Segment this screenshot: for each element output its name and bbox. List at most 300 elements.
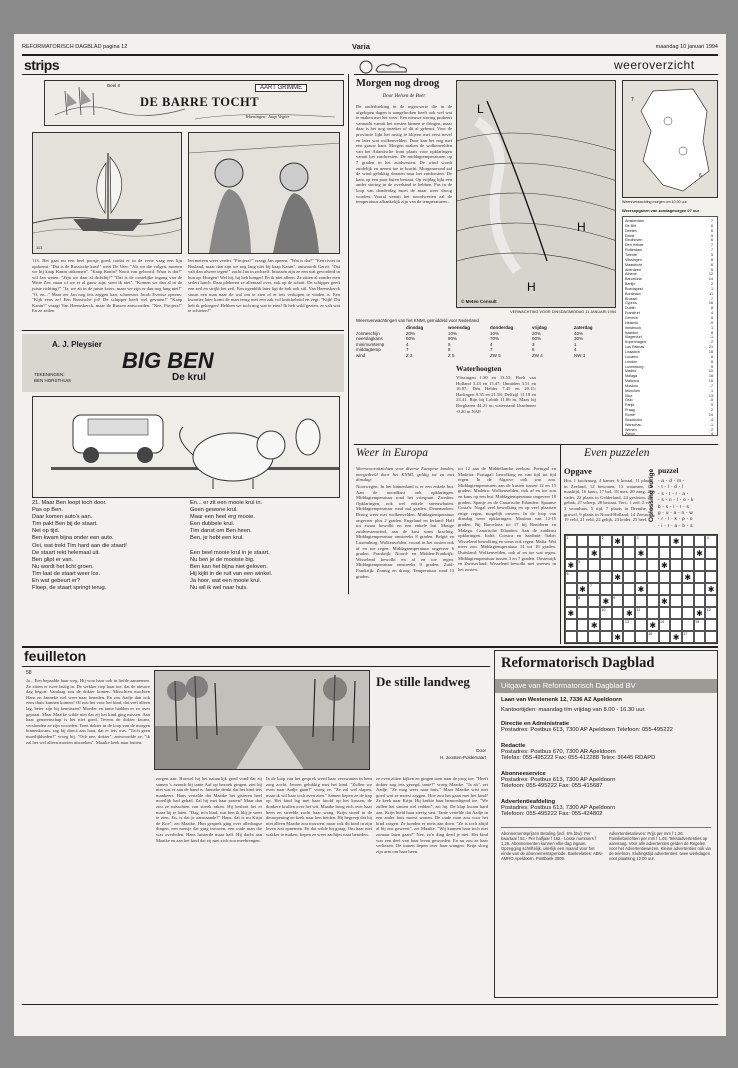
crossword-number: 15	[695, 620, 700, 624]
crossword-cell[interactable]	[565, 619, 577, 631]
crossword-cell[interactable]	[600, 571, 612, 583]
crossword-cell[interactable]	[705, 559, 717, 571]
city-temp: 2	[710, 340, 713, 345]
verse-line: Ben kwam bijna onder een auto.	[32, 535, 114, 542]
svg-text:L: L	[477, 102, 484, 116]
crossword-black-cell: ✱	[670, 535, 682, 547]
city-temp: 5	[710, 267, 713, 272]
city-name: Eelde	[625, 233, 635, 238]
colophon-block-line: Telefoon: 055-495222 Fax: 055-424802	[501, 811, 603, 817]
city-temp: 21	[708, 345, 713, 350]
puzzle-rule	[560, 444, 561, 644]
city-temp: 6	[710, 262, 713, 267]
svg-text:7: 7	[631, 97, 634, 103]
knmi-cell: NW 3	[574, 352, 586, 358]
barre-panel-ship	[32, 132, 182, 254]
city-name: Amsterdam	[625, 219, 644, 223]
crossword-cell[interactable]	[682, 535, 694, 547]
city-name: Frankfurt	[625, 311, 640, 316]
big-ben-verse-left	[32, 500, 182, 592]
verse-line: Nu ben je de mooiste big.	[190, 556, 255, 563]
opgave-title: Opgave	[564, 466, 592, 476]
crossword-cell[interactable]	[612, 547, 624, 559]
big-ben-title: BIG BEN	[122, 348, 214, 373]
crossword-cell[interactable]	[635, 571, 647, 583]
svg-text:H: H	[577, 220, 586, 234]
city-name: Vlissingen	[625, 257, 642, 262]
big-ben-subtitle: De krul	[172, 372, 206, 383]
city-temp: 7	[710, 243, 713, 248]
crossword-cell[interactable]	[612, 595, 624, 607]
city-name: Parijs	[625, 403, 635, 408]
crossword-cell[interactable]	[682, 583, 694, 595]
europe-title: Weer in Europa	[356, 447, 428, 459]
panel-number: 113	[36, 245, 43, 250]
knmi-day: donderdag	[490, 325, 514, 330]
crossword-number: 13	[624, 620, 629, 624]
colophon-hours: Kantoortijden: maandag t/m vrijdag van 8.00 - 16.30 uur.	[501, 707, 646, 713]
city-temp: 7	[710, 219, 713, 223]
crossword-cell[interactable]	[600, 619, 612, 631]
crossword-cell[interactable]	[705, 547, 717, 559]
crossword-cell[interactable]	[682, 595, 694, 607]
city-name: Locarno	[625, 354, 639, 359]
crossword-cell[interactable]	[565, 583, 577, 595]
colophon-block	[501, 771, 713, 789]
knmi-cell: 4	[406, 341, 409, 347]
colophon-block-line: Postadres: Postbus 613, 7300 AP Apeldoorn Telefoon: 055-495222	[501, 727, 673, 733]
crossword-number: 14	[660, 620, 665, 624]
city-temp: 4	[710, 311, 713, 316]
crossword-cell[interactable]	[577, 559, 589, 571]
header-rule	[22, 54, 718, 56]
crossword-cell[interactable]	[612, 619, 624, 631]
colophon-address: Laan van Westenenk 12, 7336 AZ Apeldoorn	[501, 697, 622, 703]
verse-line: Net op tijd.	[32, 528, 60, 535]
crossword-cell[interactable]	[588, 583, 600, 595]
city-temp: 5	[710, 316, 713, 320]
city-temp: 6	[710, 223, 713, 228]
crossword-cell[interactable]	[647, 571, 659, 583]
feuilleton-col4: ze even zitten kijken en gingen toen naar de prog toe. "Heeft dokter nog iets gezegd, tante?" vroeg Maaike. "Ja ah", zei Aadje. "Ze mag weer naar huis." Maar Maaike wist niet goed wat ze moest zeggen. Hoe zou het gaan met het kind? Ze keek naar Krijn. Hij knikte haar bemoedigend toe. "We zullen het samen wel redden", zei hij. De klap kwam hard aan. Krijn hield haar stevig vast. Tante vertelde dat Aadje in een ander huis moest wonen. De oude man zou voor het kind zorgen. Ze konden er niets aan doen. "Ze is toch altijd al bij ons geweest", zei Maaike. "Wij kunnen haar toch niet zomaar laten gaan?" Nee, zo'n ding deed je niet. Het kind was een deel van haar leven geworden. En nu zou ze haar verliezen. De tranen liepen over haar wangen. Krijn sloeg zijn arm om haar heen.	[376, 776, 488, 854]
crossword-cell[interactable]	[647, 559, 659, 571]
crossword-cell[interactable]	[623, 535, 635, 547]
city-temp: 8	[710, 330, 713, 335]
illustrator-label: Door	[476, 748, 486, 753]
crossword-cell[interactable]	[682, 547, 694, 559]
crossword-cell[interactable]	[635, 595, 647, 607]
knmi-cell: 80%	[448, 336, 458, 342]
bottom-rule	[22, 1004, 718, 1005]
crossword-cell[interactable]	[588, 559, 600, 571]
knmi-day: zaterdag	[574, 325, 593, 330]
barre-deel: Deel II	[107, 83, 121, 88]
crossword-cell[interactable]	[577, 571, 589, 583]
verse-line: Een beel mooie krul in je staart.	[190, 549, 270, 556]
city-row	[625, 432, 715, 437]
city-name: Wenen	[625, 427, 637, 432]
crossword-cell[interactable]	[588, 571, 600, 583]
crossword-cell[interactable]	[577, 619, 589, 631]
weather-column-title: Morgen nog droog	[356, 78, 440, 89]
feuilleton-col3: In de loop van het gesprek werd haar verzwonen in hem zorg zocht. Jeroen gelukkig met het kind. "Zullen we even naar Aadje gaan?" vroeg ze. "Ze zal wel slapen, maar ik wil haar toch even zien." Samen liepen ze de trap op. Het kind lag met haar hoofd op het kussen, de donkere krullen over het wit. Maaike boog zich over haar heen en streelde zacht haar wang. Krijn stond in de deuropening en keek naar hen beiden. Hij begreep dat hij niet alleen Maaike zou trouwen, maar ook dit kind in zijn leven zou opnemen. En dat wilde hij graag. Om haar niet wakker te maken, liepen ze weer zachtjes naar beneden.	[266, 776, 372, 837]
crossword-cell[interactable]	[600, 631, 612, 643]
crossword-cell[interactable]	[705, 535, 717, 547]
weather-byline: Door Helsen de Boer	[382, 94, 426, 99]
solution-row: b - s - l - r - s	[658, 503, 690, 509]
crossword-number: 8	[578, 596, 581, 600]
knmi-cell: 40%	[574, 330, 584, 336]
crossword-cell[interactable]	[600, 547, 612, 559]
city-temp: 8	[710, 359, 713, 364]
knmi-day: woensdag	[448, 325, 471, 330]
crossword-black-cell: ✱	[694, 607, 706, 619]
city-name: Deelen	[625, 228, 637, 233]
big-ben-banner	[22, 334, 344, 392]
colophon-block-title: Redactie	[501, 743, 526, 749]
knmi-table	[356, 325, 616, 359]
crossword-cell[interactable]	[600, 535, 612, 547]
city-name: Oslo	[625, 398, 633, 403]
crossword-cell[interactable]	[577, 535, 589, 547]
colophon-block-title: Directie en Administratie	[501, 721, 570, 727]
knmi-cell: 6	[532, 347, 535, 353]
waterhoogten-title: Waterhoogten	[456, 364, 502, 373]
crossword-cell[interactable]	[600, 607, 612, 619]
city-name: Twente	[625, 252, 637, 257]
city-name: Maastricht	[625, 262, 643, 267]
feuilleton-sub-rule	[22, 666, 490, 667]
weather-body: De onderbreking in de regen-serie die in de afgelopen dagen is aangebroken heeft ook wel wat te maken met het weer. Een nieuwe storing probeert vannacht vanuit het westen binnen te dringen, maar daar is het nog onzeker of dit al gebeurt. Voor de provincie lijkt het rustig te blijven met eerst nevel en later wat wolkenvelden. Daar kan het nog met een grauw kant. Morgen maken de wolkenvelden van het Atlantische front plaats voor opklaringen vanuit het zuidwesten. De middagtemperaturen op 7 graden in het zuidwesten. De wind wordt zuidelijk en neemt toe in kracht. Morgenavond zal de wind gelukkig draaien naar het zuidoosten. De kans op een paar buien bestaat. Op vrijdag lijkt een ander storing in de overhand te hebben. Pas in de loop van donderdag moet de maar weer droog worden. Vooral vanuit het noordwesten zal de temperatuur afhankelijk zijn van de temperaturen...	[356, 104, 452, 205]
crossword-black-cell: ✱	[647, 619, 659, 631]
crossword-cell[interactable]	[588, 595, 600, 607]
city-name: Aberdeen	[625, 267, 641, 272]
verse-line: En wat gebeurt er?	[32, 578, 81, 585]
netherlands-map-icon	[623, 81, 718, 198]
knmi-cell: ZW 5	[490, 352, 501, 358]
knmi-day: dinsdag	[406, 325, 424, 330]
colophon-block-line: Telefax: 055-495222 Fax: 055-412288 Telex: 36445 RDAPD	[501, 755, 656, 761]
knmi-cell: 7	[406, 347, 409, 353]
crossword-cell[interactable]	[612, 607, 624, 619]
crossword-black-cell: ✱	[635, 547, 647, 559]
crossword-cell[interactable]	[623, 547, 635, 559]
knmi-cell: 20%	[406, 330, 416, 336]
crossword-cell[interactable]	[694, 595, 706, 607]
sailors-icon	[189, 133, 340, 254]
europe-intro: Weersvooruitzichten voor diverse Europese landen, meegedeeld door het KNMI, geldig tot en met dinsdag:	[356, 466, 454, 483]
knmi-row-label: minimumtemp	[356, 341, 385, 347]
city-name: Las Palmas	[625, 345, 645, 350]
europe-rule	[354, 444, 718, 445]
header-right: maandag 10 januari 1994	[655, 44, 718, 50]
story-title: De stille landweg	[376, 674, 470, 689]
city-name: Moskou	[625, 383, 638, 388]
crossword-number: 6	[566, 572, 569, 576]
city-temp: 15	[708, 349, 713, 354]
crossword-cell[interactable]	[623, 631, 635, 643]
barre-title: DE BARRE TOCHT	[140, 95, 260, 109]
crossword-cell[interactable]	[565, 547, 577, 559]
feuilleton-number: 58	[26, 670, 32, 676]
solution-row: - t - l - d - l	[658, 484, 684, 490]
knmi-day: vrijdag	[532, 325, 547, 330]
crossword-cell[interactable]	[682, 607, 694, 619]
crossword-cell[interactable]	[682, 631, 694, 643]
crossword-cell[interactable]	[659, 619, 671, 631]
city-name: Dublin	[625, 306, 636, 311]
verse-line: Een dubbele krul.	[190, 521, 235, 528]
city-name: Eindhoven	[625, 238, 643, 243]
knmi-cell: 1	[574, 341, 577, 347]
crossword-black-cell: ✱	[588, 547, 600, 559]
crossword-black-cell: ✱	[612, 571, 624, 583]
verse-line: 21. Maar Ben loopt toch door.	[32, 500, 107, 506]
crossword-cell[interactable]	[635, 631, 647, 643]
knmi-row-label: wind	[356, 352, 366, 358]
crossword-cell[interactable]	[705, 607, 717, 619]
barre-signature: Tekeningen: Jaap Vegter	[245, 114, 290, 119]
crossword-cell[interactable]	[682, 559, 694, 571]
landweg-photo-icon	[155, 671, 370, 770]
verse-line: Ben glipt er van.	[32, 556, 74, 563]
europe-col2: tot 12 aan de Middellandse zeekust. Portugal en Madeira: Portugal: bewolking en van tijd tot tijd regen. In de Algarve ook wat zon. Middagtemperaturen aan de kusten tussen 12 en 15 graden. Madeira: Wolkenvelden, ook af en toe zon en kans op een bui. Middagtemperatuur ongeveer 18 graden. Spanje en de Canarische Eilanden: Spaanse Costa's: Nogal veel bewolking en op veel plaatsen enige regen, mogelijk onweer. In de loop van dinsdag weer opklaringen. Maxima van 12-15 graden. Bij Barcelona tot 17 bij Benidorm en Malaga. Canarische Eilanden: Aan de zuidkust opklaringen. Italië, Corsica en Sardinië: Italië: Wisselend bewolking en soms ook regen. Malta: Wat meer zon. Middagtemperatuur 14 tot 16 graden. Duitsland: Wolkenvelden, ook af en toe wat regen. Middagtemperatuur tussen 3 en 7 graden. Oostenrijk en Zwitserland: Wisselend bewolkt met sneeuw in het oosten.	[458, 466, 556, 572]
city-name: Boedapest	[625, 286, 643, 291]
knmi-cell: 4	[574, 347, 577, 353]
waterhoogten-body: Vlissingen 1.30 en 13.53; Hoek van Holland 3.23 en 15.47; IJmuiden 3.51 en 16.07; Den Helder 7.45 en 20.15; Harlingen 9.35 en 21.58; Delfzijl 11.18 en 23.41. Rijn bij Lobith 11.86 m, Maas bij Borgharen 44.21 m; waterstand IJsselmeer -0.20 m NAP.	[456, 375, 536, 414]
map-caption-right: VERWACHTING VOOR DINSDAGMIDDAG 11 JANUARI 1994	[510, 310, 616, 314]
crossword-cell[interactable]	[635, 559, 647, 571]
crossword-cell[interactable]	[694, 559, 706, 571]
big-ben-credits-name: BEN HORSTHUIS	[34, 378, 72, 383]
crossword-number: 1	[566, 536, 569, 540]
crossword-black-cell: ✱	[623, 607, 635, 619]
crossword-number: 4	[706, 536, 709, 540]
crossword-cell[interactable]	[705, 571, 717, 583]
solution-row: - a - d - m -	[658, 478, 685, 483]
crossword-cell[interactable]	[635, 619, 647, 631]
crossword-cell[interactable]	[659, 571, 671, 583]
city-temp: 9	[710, 403, 713, 408]
city-name: De Bilt	[625, 223, 636, 228]
crossword-black-cell: ✱	[682, 571, 694, 583]
city-name: Praag	[625, 408, 635, 413]
knmi-row	[356, 353, 616, 359]
crossword-cell[interactable]	[670, 571, 682, 583]
crossword-cell[interactable]	[670, 595, 682, 607]
crossword-cell[interactable]	[670, 559, 682, 571]
crossword-cell[interactable]	[659, 583, 671, 595]
knmi-cell: ZW 4	[532, 352, 543, 358]
weather-section-title: weeroverzicht	[614, 58, 695, 72]
crossword-cell[interactable]	[659, 631, 671, 643]
header-center: Varia	[352, 42, 370, 51]
crossword-black-cell: ✱	[588, 619, 600, 631]
knmi-cell: 4	[490, 341, 493, 347]
crossword-cell[interactable]	[577, 547, 589, 559]
crossword-cell[interactable]	[694, 571, 706, 583]
svg-text:H: H	[527, 280, 536, 294]
verse-line: Hij kijkt in de ruit van een winkel.	[190, 570, 273, 577]
crossword-cell[interactable]	[647, 631, 659, 643]
city-name: Barcelona	[625, 277, 642, 282]
crossword-cell[interactable]	[623, 595, 635, 607]
page-header	[22, 42, 718, 52]
crossword-cell[interactable]	[600, 559, 612, 571]
city-name: Klagenfurt	[625, 335, 642, 340]
city-temp: 5	[710, 252, 713, 257]
city-name: Mallorca	[625, 379, 639, 384]
crossword-cell[interactable]	[647, 583, 659, 595]
oplossing-label: Oplossing vorige	[648, 468, 655, 522]
crossword-number: 2	[601, 536, 604, 540]
crossword-cell[interactable]	[588, 631, 600, 643]
solution-row: g - u - a - n - w	[658, 510, 693, 516]
city-temp: 8	[710, 257, 713, 262]
crossword-cell[interactable]	[623, 583, 635, 595]
crossword-cell[interactable]	[623, 619, 635, 631]
crossword-cell[interactable]	[705, 631, 717, 643]
city-temp: 7	[710, 296, 713, 301]
knmi-cell: Z 5	[448, 352, 455, 358]
city-temp: 5	[710, 233, 713, 238]
crossword-cell[interactable]	[565, 535, 577, 547]
city-temp: 1	[710, 286, 713, 291]
city-temp: 10	[708, 369, 713, 374]
crossword-cell[interactable]	[670, 607, 682, 619]
map-caption-left: © Meteo Consult	[461, 299, 497, 304]
crossword-cell[interactable]	[600, 583, 612, 595]
right-map-caption: Weersverwachting morgen om 10.00 uur	[622, 200, 687, 204]
knmi-cell: 10%	[448, 330, 458, 336]
city-temp: -4	[709, 417, 713, 422]
city-name: Stockholm	[625, 417, 643, 422]
crossword-cell[interactable]	[612, 559, 624, 571]
strips-rule	[22, 74, 344, 75]
feuilleton-photo	[154, 670, 370, 770]
crossword-cell[interactable]	[694, 535, 706, 547]
crossword-cell[interactable]	[670, 547, 682, 559]
crossword-cell[interactable]	[670, 619, 682, 631]
city-temp: 13	[708, 393, 713, 398]
crossword-cell[interactable]	[612, 583, 624, 595]
crossword-cell[interactable]	[659, 607, 671, 619]
city-name: Malaga	[625, 374, 638, 379]
crossword-cell[interactable]	[647, 535, 659, 547]
city-name: Innsbruck	[625, 325, 641, 330]
crossword-cell[interactable]	[588, 535, 600, 547]
city-name: Berlijn	[625, 282, 636, 287]
city-temp: 6	[710, 238, 713, 243]
solution-row: - s - n - l - o - k	[658, 497, 694, 503]
crossword-cell[interactable]	[659, 535, 671, 547]
colophon-subtitle: Uitgave van Reformatorisch Dagblad BV	[495, 679, 717, 693]
crossword-cell[interactable]	[577, 595, 589, 607]
verse-line	[190, 543, 340, 550]
city-weather-table	[622, 216, 718, 436]
crossword-cell[interactable]	[635, 535, 647, 547]
verse-line: Tim laat de staart weer los.	[32, 570, 101, 577]
crossword-cell[interactable]	[635, 607, 647, 619]
crossword-number: 3	[636, 536, 639, 540]
city-temp: 1	[710, 388, 713, 393]
verse-line: De staart rekt helemaal uit.	[32, 549, 100, 556]
crossword-cell[interactable]	[694, 619, 706, 631]
city-name: Istanbul	[625, 330, 638, 335]
city-name: Athene	[625, 272, 637, 277]
crossword-cell[interactable]	[577, 631, 589, 643]
knmi-row-label: zonneschijn	[356, 330, 380, 336]
crossword-cell[interactable]	[705, 619, 717, 631]
knmi-cell: 60%	[406, 336, 416, 342]
colophon-block-line: Postadres: Postbus 613, 7300 AP Apeldoorn	[501, 777, 616, 783]
crossword-cell[interactable]	[694, 583, 706, 595]
crossword-cell[interactable]	[705, 595, 717, 607]
crossword-black-cell: ✱	[659, 595, 671, 607]
crossword-cell[interactable]	[647, 547, 659, 559]
strips-divider	[22, 330, 344, 331]
city-name: Den Helder	[625, 243, 644, 248]
knmi-cell: 10%	[490, 330, 500, 336]
crossword-black-cell: ✱	[612, 535, 624, 547]
knmi-cell: Z 3	[406, 352, 413, 358]
big-ben-author: A. J. Pleysier	[52, 340, 102, 349]
verse-line: Tim danst om Ben heen.	[190, 528, 252, 535]
column-rule	[348, 74, 349, 594]
crossword-cell[interactable]	[565, 631, 577, 643]
city-name: Luxemburg	[625, 364, 644, 369]
crossword-black-cell: ✱	[577, 583, 589, 595]
colophon-small-left: Abonnementsprijzen Betaling (incl. 6% btw): Per kwartaal f 84,- Per halfjaar f 162,- Losse nummers f 1,25. Abonnementen kunnen elke dag ingaan. Opzegging schriftelijk, uiterlijk een maand voor het einde van de abonnementsperiode. Bankrelaties: ABN-AMRO Apeldoorn. Postbank 3009.	[501, 831, 603, 862]
city-name: Madrid	[625, 369, 637, 374]
crossword-cell[interactable]	[659, 547, 671, 559]
crossword-cell[interactable]	[623, 571, 635, 583]
crossword-black-cell: ✱	[600, 595, 612, 607]
crossword-cell[interactable]	[623, 559, 635, 571]
city-temp: 12	[708, 272, 713, 277]
verse-line: Ben kan het bijna niet geloven.	[190, 563, 268, 570]
city-name: Warschau	[625, 422, 642, 427]
city-temp: 11	[709, 291, 713, 296]
crossword-cell[interactable]	[565, 595, 577, 607]
knmi-cell: 5	[448, 341, 451, 347]
crossword-cell[interactable]	[577, 607, 589, 619]
solution-row: - s - t - r - a -	[658, 490, 689, 496]
feuilleton-col1: Ja... Een bepaalde haar weg. Hij wou haar ook in liefde aannemen. Zo zitten er twee lastig in. De wekker riep haar toe, dat de nieuwe dag begon. Vandaag zou de dokter komen. Misschien mochten Hans en Janneke wel weer naar beneden. En zou Aadje dan ook eens thuis kunnen komen? Of zou het voor het kind, dat veel alleen lag, beter zijn bij kennissen? Moeder en tante hadden er zo over gepraat. Maar Maaike wilde niet dat zij het kind ging missen. Aan haar gemeenschap is het niet goed. Tevens de dokter kwam, verslonden ze zijn woorden. Toen dokter in de loop van de morgen binnenkwam, zag hij direct aan haar, dat er iets was. "Toch geen moeilijkheden?" vroeg hij. "Och nee, dokter", antwoordde ze, "ik zal het wel alleen moeten uitzoeken". Maaike keek naar buiten.	[26, 678, 150, 745]
illustrator-name: H. Joosten-Poldervaart	[439, 755, 486, 760]
city-name: Brussel	[625, 296, 638, 301]
verse-line: Ja hoor, wat een mooie krul.	[190, 577, 262, 584]
crossword-cell[interactable]	[565, 571, 577, 583]
verse-line: Daar komen auto's aan.	[32, 514, 93, 521]
verse-line: En... er zit een mooie krul in.	[190, 500, 263, 506]
crossword-cell[interactable]	[647, 595, 659, 607]
city-temp: -9	[709, 320, 713, 325]
solution-row: - r - l - k - p - o	[658, 516, 693, 522]
crossword-cell[interactable]	[647, 607, 659, 619]
crossword-cell[interactable]	[670, 583, 682, 595]
crossword-cell[interactable]	[682, 619, 694, 631]
crossword-black-cell: ✱	[565, 559, 577, 571]
city-temp: -7	[709, 383, 713, 388]
strips-section-title: strips	[24, 57, 60, 73]
city-name: Nice	[625, 393, 633, 398]
city-temp: 15	[708, 379, 713, 384]
crossword-cell[interactable]	[588, 607, 600, 619]
big-ben-panel	[32, 396, 340, 498]
crossword-number: 12	[706, 608, 711, 612]
crossword-cell[interactable]	[694, 631, 706, 643]
